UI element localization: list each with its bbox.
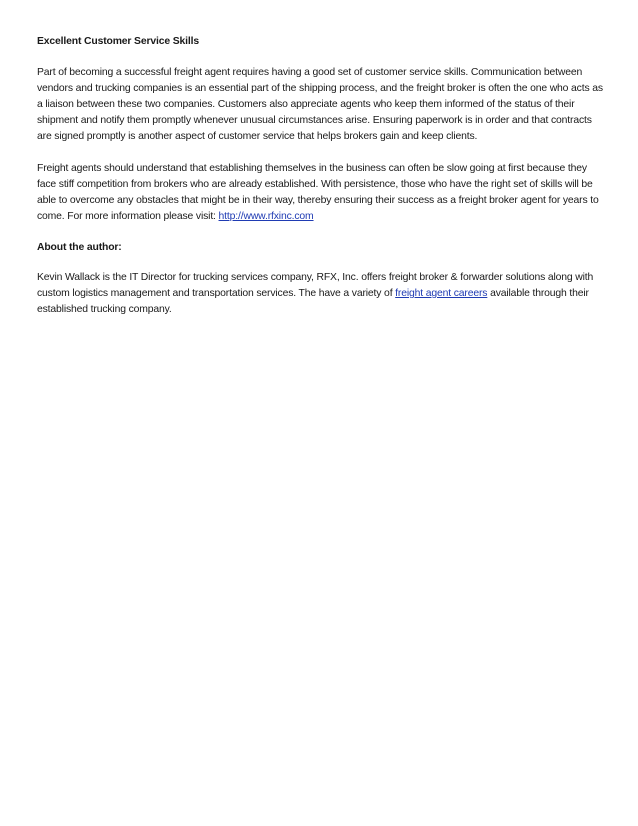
author-bio-text-before: Kevin Wallack is the IT Director for trucking services company, RFX, Inc. offers freight broker & forwarder solutions along with custom logistics management and transportation services. The have a variety of (37, 272, 594, 300)
author-bio (37, 270, 603, 318)
rfxinc-website-link[interactable]: http://www.rfxinc.com (218, 210, 314, 222)
section-title: Excellent Customer Service Skills (37, 36, 199, 47)
paragraph-persistence (37, 161, 603, 225)
document-page (37, 34, 603, 333)
author-bio-text-after: available through their established trucking company. (37, 288, 589, 316)
author-heading: About the author: (37, 241, 122, 253)
freight-agent-careers-link[interactable]: freight agent careers (395, 288, 488, 300)
paragraph-customer-service: Part of becoming a successful freight agent requires having a good set of customer service skills. Communication between vendors and trucking companies is an essential part of the shipping process, and the freight broker is often the one who acts as a liaison between these two companies. Customers also appreciate agents who keep them informed of the status of their shipment and notify them promptly whenever unusual circumstances arise. Ensuring paperwork is in order and that contracts are signed promptly is another aspect of customer service that helps brokers gain and keep clients. (37, 67, 603, 143)
paragraph-persistence-text: Freight agents should understand that establishing themselves in the business can often be slow going at first because they face stiff competition from brokers who are already established. With persistence, those who have the right set of skills will be able to overcome any obstacles that might be in their way, thereby ensuring their success as a freight broker agent for years to come. For more information please visit: (37, 162, 599, 222)
